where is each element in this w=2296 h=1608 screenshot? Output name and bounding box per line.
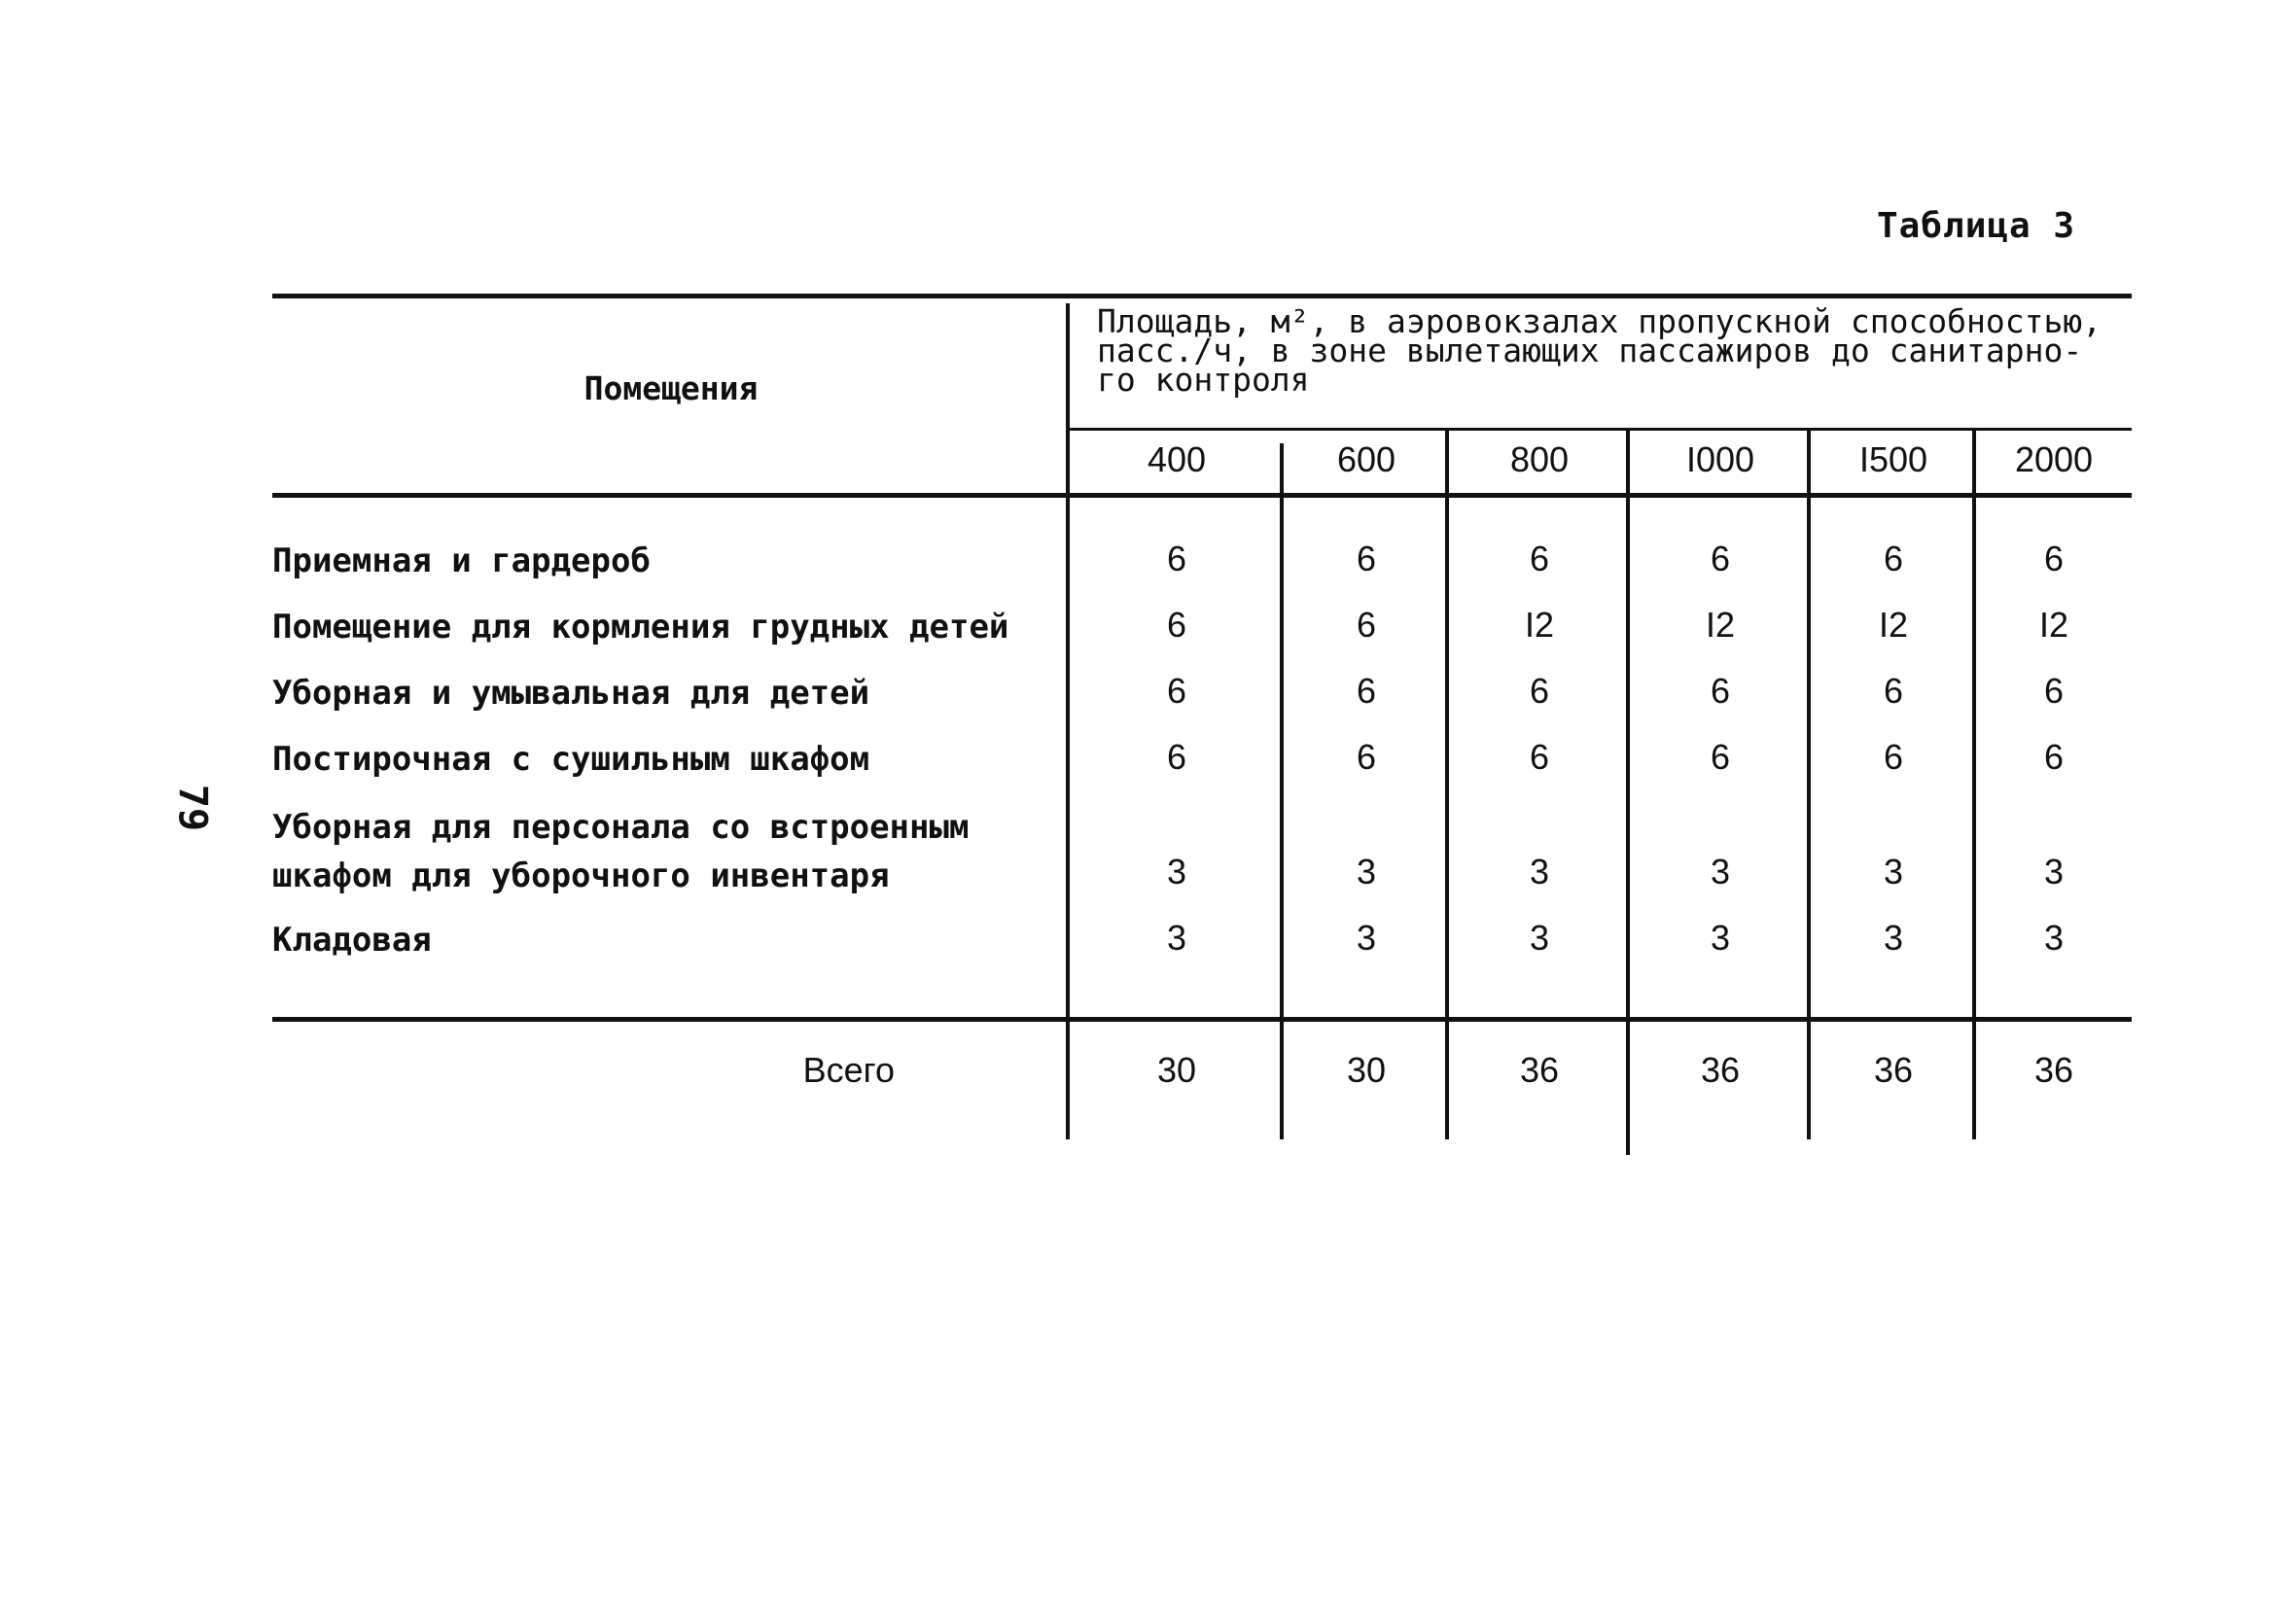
cell-r1-c1: 6 [1356,605,1377,645]
cell-r4-c3: 3 [1710,852,1731,891]
total-rule [272,1017,2132,1022]
header-rooms: Помещения [583,369,759,407]
total-label: Всего [802,1050,895,1090]
cell-r1-c3: I2 [1705,605,1736,645]
cell-r5-c1: 3 [1356,918,1377,958]
cell-r4-c2: 3 [1529,852,1550,891]
cell-r5-c5: 3 [2043,918,2065,958]
table-caption: Таблица 3 [1877,206,2076,246]
vrule-2 [1445,428,1449,1139]
cell-r3-c1: 6 [1356,737,1377,777]
cell-r4-c0: 3 [1166,852,1187,891]
cell-r2-c0: 6 [1166,671,1187,711]
total-cell-c1: 30 [1346,1050,1387,1090]
row-label-4: Уборная для персонала со встроенным шкафом для уборочного инвентаря [272,808,970,895]
page-number: 79 [170,784,215,832]
cell-r3-c3: 6 [1710,737,1731,777]
vrule-5 [1972,428,1976,1139]
cell-r4-c5: 3 [2043,852,2065,891]
cell-r0-c3: 6 [1710,539,1731,578]
col-header-3: I000 [1685,439,1755,479]
header-area: Площадь, м², в аэровокзалах пропускной способностью, пасс./ч, в зоне вылетающих пассажиров до санитарно- го контроля [1097,302,2102,399]
col-header-1: 600 [1336,439,1396,479]
row-label-3: Постирочная с сушильным шкафом [272,740,870,779]
vrule-3 [1626,428,1630,1155]
cell-r1-c5: I2 [2038,605,2069,645]
col-header-4: I500 [1858,439,1928,479]
cell-r0-c2: 6 [1529,539,1550,578]
row-label-5: Кладовая [272,921,432,960]
cell-r5-c0: 3 [1166,918,1187,958]
cell-r1-c2: I2 [1524,605,1555,645]
cell-r2-c5: 6 [2043,671,2065,711]
cell-r1-c0: 6 [1166,605,1187,645]
col-header-5: 2000 [2014,439,2094,479]
cell-r5-c2: 3 [1529,918,1550,958]
total-cell-c5: 36 [2033,1050,2074,1090]
cell-r2-c3: 6 [1710,671,1731,711]
col-header-2: 800 [1509,439,1570,479]
vrule-4 [1807,428,1811,1139]
total-cell-c4: 36 [1873,1050,1914,1090]
cell-r3-c5: 6 [2043,737,2065,777]
cell-r0-c4: 6 [1883,539,1904,578]
row-label-1: Помещение для кормления грудных детей [272,608,1009,647]
cell-r4-c1: 3 [1356,852,1377,891]
cell-r1-c4: I2 [1878,605,1909,645]
cell-r2-c2: 6 [1529,671,1550,711]
total-cell-c3: 36 [1700,1050,1741,1090]
cell-r4-c4: 3 [1883,852,1904,891]
row-label-0: Приемная и гардероб [272,542,651,580]
cell-r5-c3: 3 [1710,918,1731,958]
col-header-0: 400 [1147,439,1207,479]
cell-r3-c0: 6 [1166,737,1187,777]
total-cell-c2: 36 [1519,1050,1560,1090]
top-rule [272,294,2132,298]
header-bottom-rule [272,493,2132,498]
cell-r5-c4: 3 [1883,918,1904,958]
cell-r2-c1: 6 [1356,671,1377,711]
cell-r0-c5: 6 [2043,539,2065,578]
total-cell-c0: 30 [1156,1050,1197,1090]
cell-r0-c0: 6 [1166,539,1187,578]
cell-r2-c4: 6 [1883,671,1904,711]
vrule-main [1066,303,1070,1139]
cell-r0-c1: 6 [1356,539,1377,578]
cell-r3-c4: 6 [1883,737,1904,777]
cell-r3-c2: 6 [1529,737,1550,777]
row-label-2: Уборная и умывальная для детей [272,674,870,713]
